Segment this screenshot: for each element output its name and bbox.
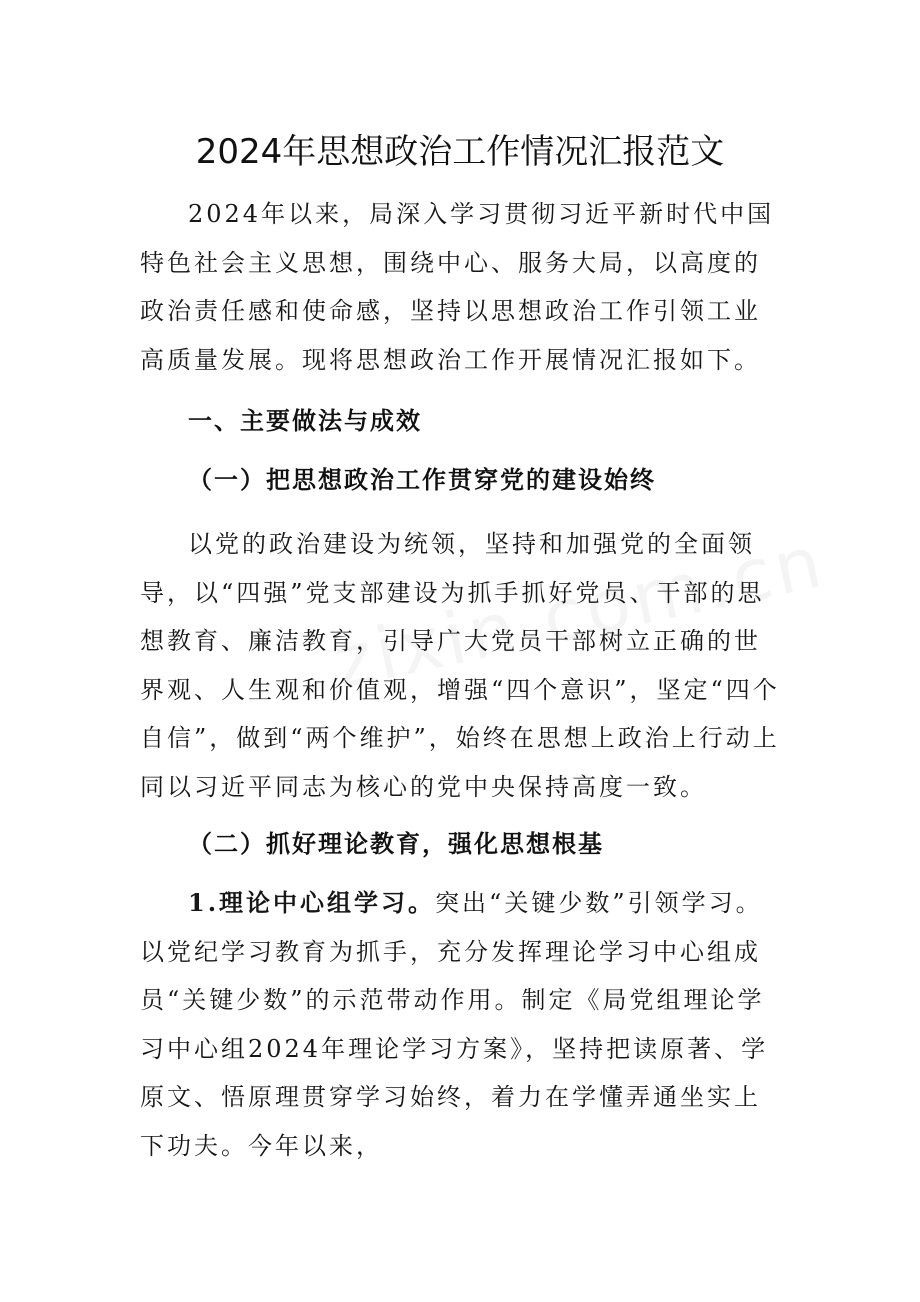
document-title: 2024年思想政治工作情况汇报范文 <box>195 132 725 172</box>
item-1-paragraph <box>140 879 780 1170</box>
item-1-body: 突出“关键少数”引领学习。以党纪学习教育为抓手，充分发挥理论学习中心组成员“关键少数”的示范带动作用。制定《局党组理论学习中心组2024年理论学习方案》，坚持把读原著、学原文、悟原理贯穿学习始终，着力在学懂弄通坐实上下功夫。今年以来， <box>140 889 769 1160</box>
subsection-heading-2: （二）抓好理论教育，强化思想根基 <box>188 829 604 858</box>
subsection-1-paragraph: 以党的政治建设为统领，坚持和加强党的全面领导，以“四强”党支部建设为抓手抓好党员、干部的思想教育、廉洁教育，引导广大党员干部树立正确的世界观、人生观和价值观，增强“四个意识”，坚定“四个自信”，做到“两个维护”，始终在思想上政治上行动上同以习近平同志为核心的党中央保持高度一致。 <box>140 530 780 801</box>
section-heading-1: 一、主要做法与成效 <box>188 406 422 435</box>
intro-paragraph: 2024年以来，局深入学习贯彻习近平新时代中国特色社会主义思想，围绕中心、服务大局，以高度的政治责任感和使命感，坚持以思想政治工作引领工业高质量发展。现将思想政治工作开展情况汇报如下。 <box>140 200 775 374</box>
item-1-lead: 1.理论中心组学习。 <box>188 888 436 917</box>
subsection-heading-1: （一）把思想政治工作贯穿党的建设始终 <box>188 465 656 494</box>
